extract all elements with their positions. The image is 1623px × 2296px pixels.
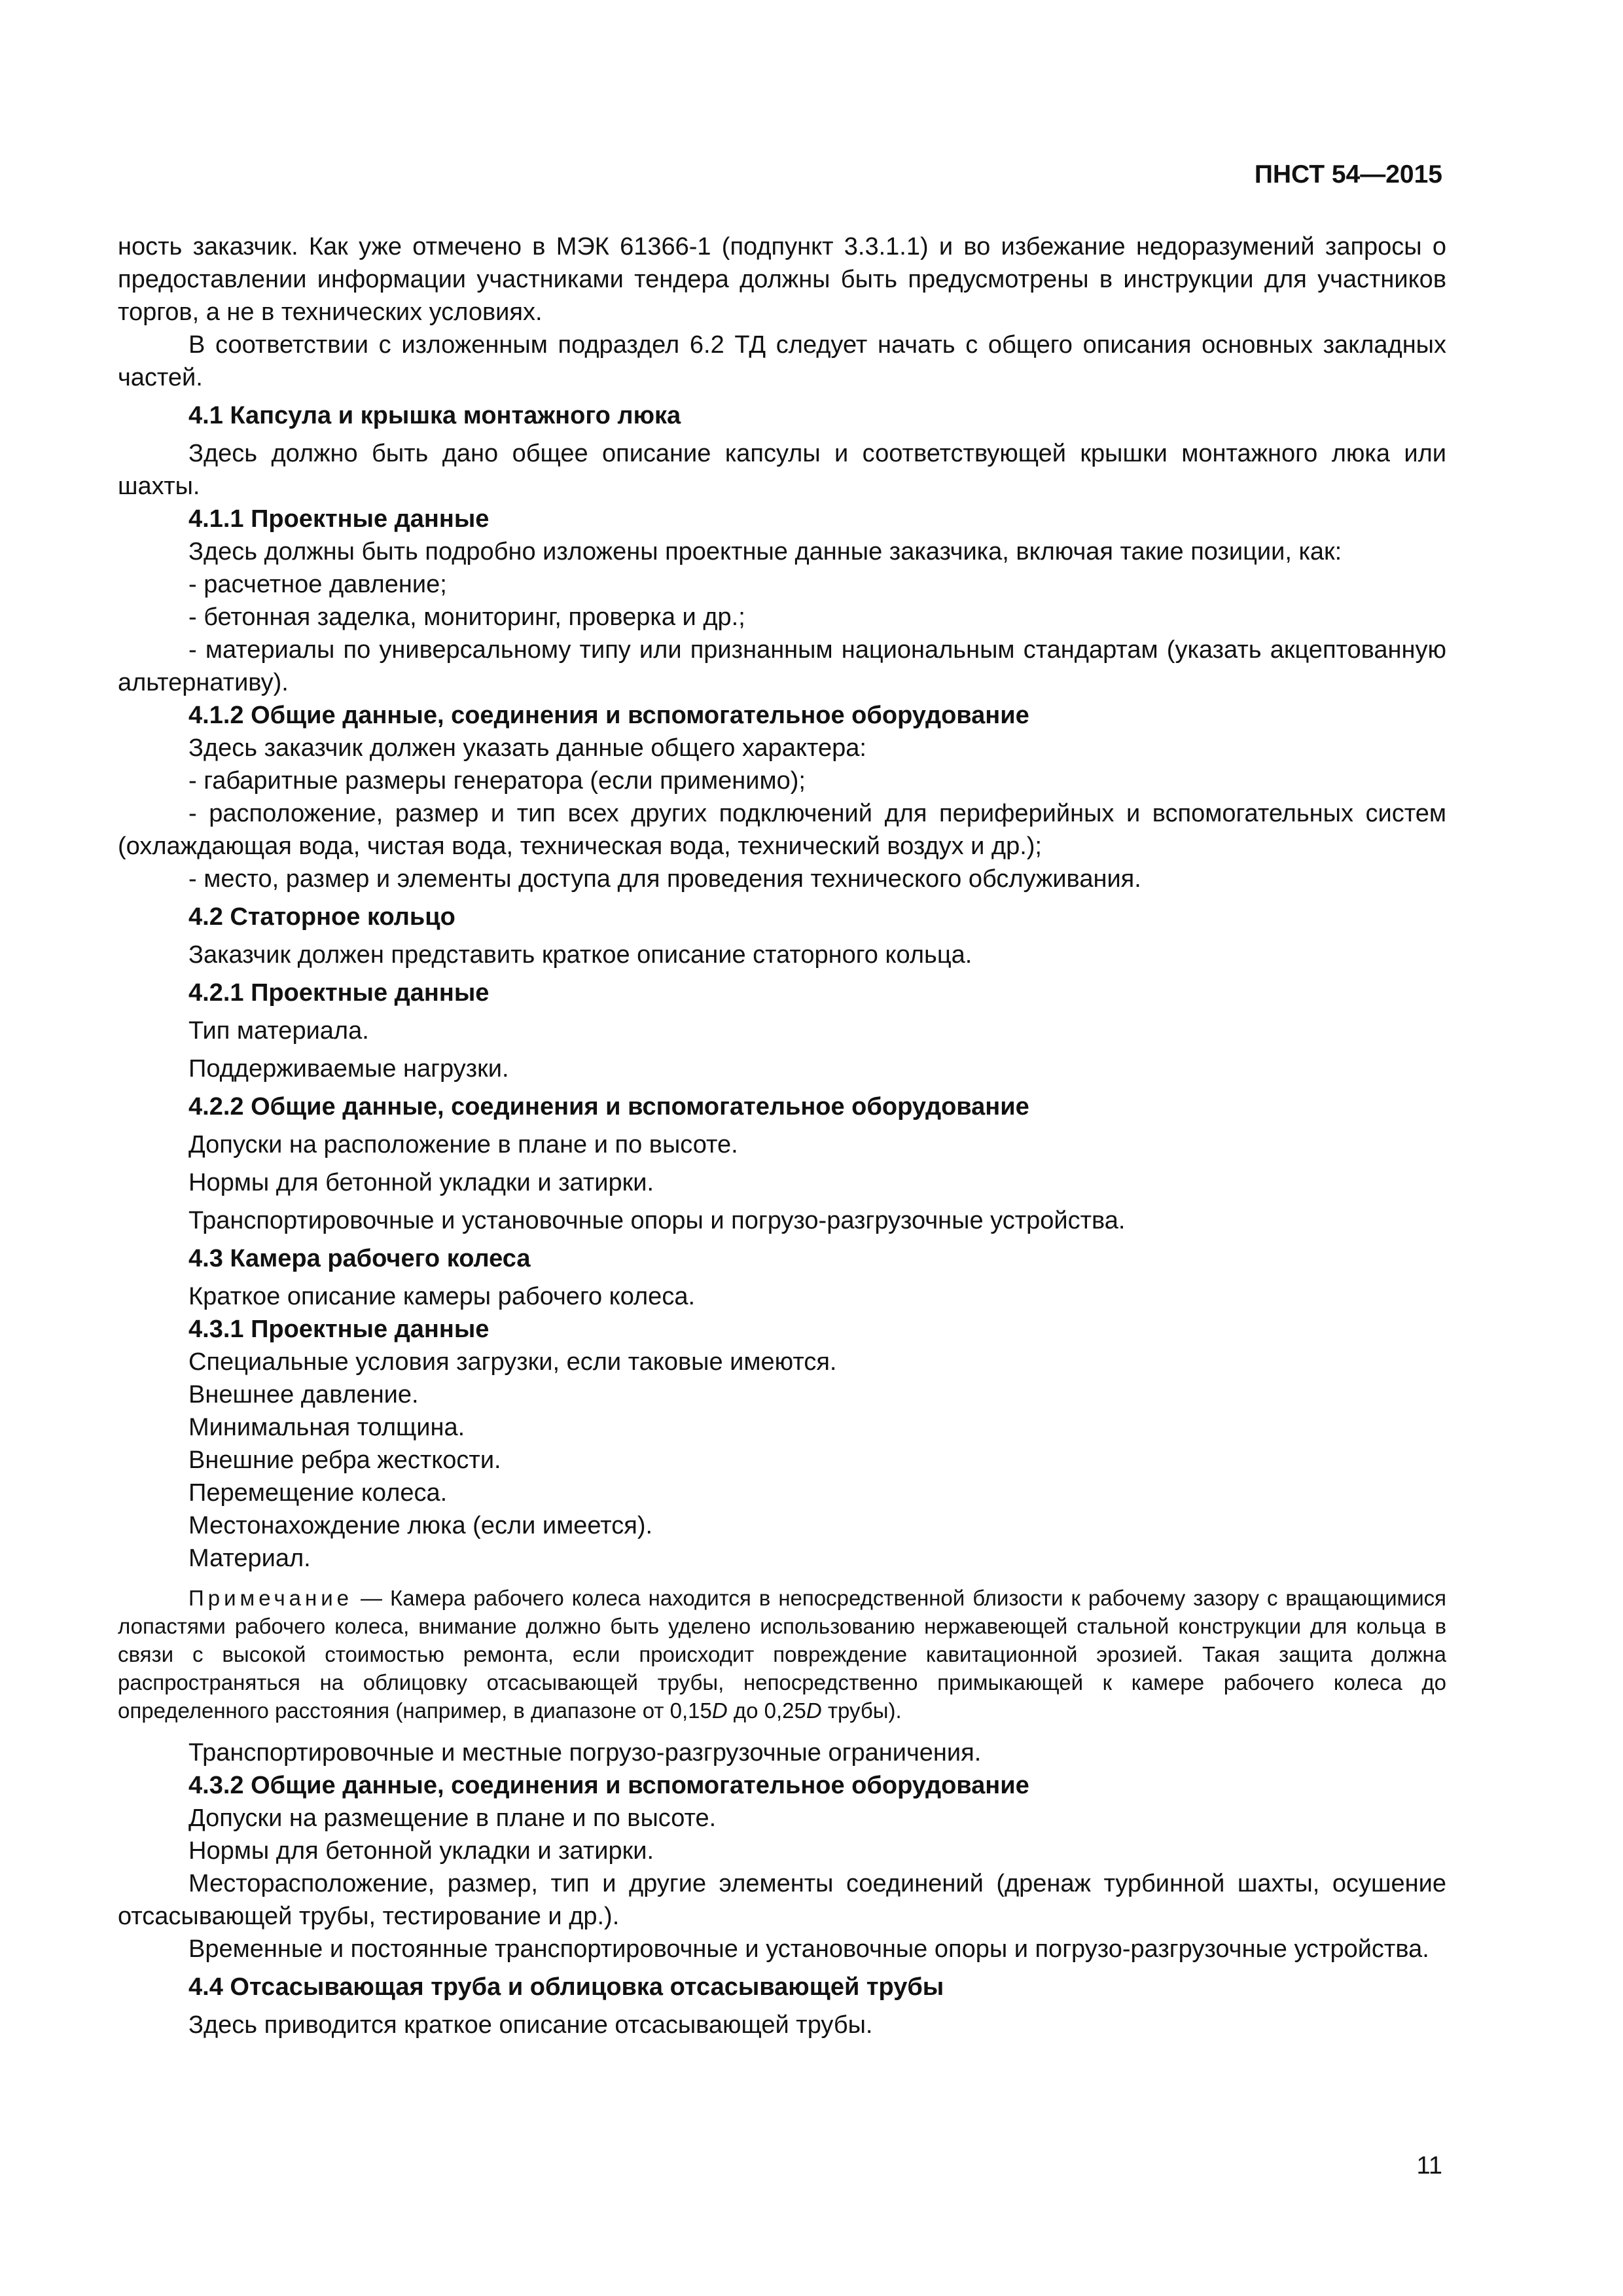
note-text: до 0,25 xyxy=(727,1698,806,1723)
note-label: Примечание xyxy=(188,1586,353,1610)
line-item: Месторасположение, размер, тип и другие элементы соединений (дренаж турбинной шахты, осушение отсасывающей трубы, тестирование и др.). xyxy=(118,1870,1446,1930)
line-item: Нормы для бетонной укладки и затирки. xyxy=(188,1837,654,1865)
list-item: - материалы по универсальному типу или признанным национальным стандартам (указать акцептованную альтернативу). xyxy=(118,636,1446,696)
line-item: Внешние ребра жесткости. xyxy=(188,1446,501,1474)
note-text: Камера рабочего колеса находится в непосредственной близости к рабочему зазору с вращающимися лопастями рабочего колеса, внимание должно быть уделено использованию нержавеющей стальной конструкции для кольца в связи с высокой стоимостью ремонта, если происходит повреждение кавитационной эрозией. Такая защита должна распространяться на облицовку отсасывающей трубы, непосредственно примыкающей к камере рабочего колеса до определенного расстояния (например, в диапазоне от 0,15 xyxy=(118,1586,1447,1723)
section-heading-4-2: 4.2 Статорное кольцо xyxy=(188,903,455,931)
subsection-heading-4-2-2: 4.2.2 Общие данные, соединения и вспомогательное оборудование xyxy=(188,1093,1029,1121)
subsection-heading-4-1-2: 4.1.2 Общие данные, соединения и вспомогательное оборудование xyxy=(188,702,1029,729)
line-item: Временные и постоянные транспортировочные и установочные опоры и погрузо-разгрузочные устройства. xyxy=(188,1935,1429,1963)
paragraph: Краткое описание камеры рабочего колеса. xyxy=(188,1283,696,1310)
document-id: ПНСТ 54—2015 xyxy=(1254,160,1442,188)
note-text: трубы). xyxy=(821,1698,902,1723)
paragraph: Заказчик должен представить краткое описание статорного кольца. xyxy=(188,941,972,969)
list-item: - место, размер и элементы доступа для проведения технического обслуживания. xyxy=(188,865,1141,893)
line-item: Местонахождение люка (если имеется). xyxy=(188,1512,653,1539)
paragraph: В соответствии с изложенным подраздел 6.2 ТД следует начать с общего описания основных закладных частей. xyxy=(118,331,1446,391)
subsection-heading-4-2-1: 4.2.1 Проектные данные xyxy=(188,979,490,1007)
paragraph: Здесь приводится краткое описание отсасывающей трубы. xyxy=(188,2011,873,2039)
list-item: - габаритные размеры генератора (если применимо); xyxy=(188,767,806,795)
line-item: Внешнее давление. xyxy=(188,1381,419,1408)
line-item: Поддерживаемые нагрузки. xyxy=(188,1055,509,1083)
list-item: - расположение, размер и тип всех других подключений для периферийных и вспомогательных систем (охлаждающая вода, чистая вода, техническая вода, технический воздух и др.); xyxy=(118,800,1446,860)
page-body xyxy=(118,230,1446,2041)
page-number: 11 xyxy=(1416,2152,1442,2179)
list-item: - расчетное давление; xyxy=(188,571,447,598)
line-item: Перемещение колеса. xyxy=(188,1479,448,1507)
paragraph: Здесь заказчик должен указать данные общего характера: xyxy=(188,734,866,762)
section-heading-4-4: 4.4 Отсасывающая труба и облицовка отсасывающей трубы xyxy=(188,1973,944,2001)
subsection-heading-4-3-2: 4.3.2 Общие данные, соединения и вспомогательное оборудование xyxy=(188,1772,1029,1799)
section-heading-4-3: 4.3 Камера рабочего колеса xyxy=(188,1245,531,1272)
paragraph: Транспортировочные и местные погрузо-разгрузочные ограничения. xyxy=(188,1739,982,1767)
note-dash: — xyxy=(353,1586,391,1610)
note xyxy=(118,1584,1446,1725)
subsection-heading-4-3-1: 4.3.1 Проектные данные xyxy=(188,1316,490,1343)
line-item: Допуски на расположение в плане и по высоте. xyxy=(188,1131,738,1158)
line-item: Нормы для бетонной укладки и затирки. xyxy=(188,1169,654,1196)
paragraph: ность заказчик. Как уже отмечено в МЭК 61366-1 (подпункт 3.3.1.1) и во избежание недоразумений запросы о предоставлении информации участниками тендера должны быть предусмотрены в инструкции для участников торгов, а не в технических условиях. xyxy=(118,233,1446,326)
line-item: Специальные условия загрузки, если таковые имеются. xyxy=(188,1348,837,1376)
note-variable: D xyxy=(711,1698,728,1723)
section-heading-4-1: 4.1 Капсула и крышка монтажного люка xyxy=(188,402,681,429)
line-item: Транспортировочные и установочные опоры и погрузо-разгрузочные устройства. xyxy=(188,1207,1126,1234)
paragraph: Здесь должны быть подробно изложены проектные данные заказчика, включая такие позиции, как: xyxy=(188,538,1342,565)
line-item: Материал. xyxy=(188,1545,311,1572)
line-item: Тип материала. xyxy=(188,1017,369,1045)
paragraph: Здесь должно быть дано общее описание капсулы и соответствующей крышки монтажного люка или шахты. xyxy=(118,440,1446,500)
line-item: Минимальная толщина. xyxy=(188,1414,465,1441)
list-item: - бетонная заделка, мониторинг, проверка и др.; xyxy=(188,603,745,631)
line-item: Допуски на размещение в плане и по высоте. xyxy=(188,1804,717,1832)
note-variable: D xyxy=(806,1698,822,1723)
subsection-heading-4-1-1: 4.1.1 Проектные данные xyxy=(188,505,490,533)
